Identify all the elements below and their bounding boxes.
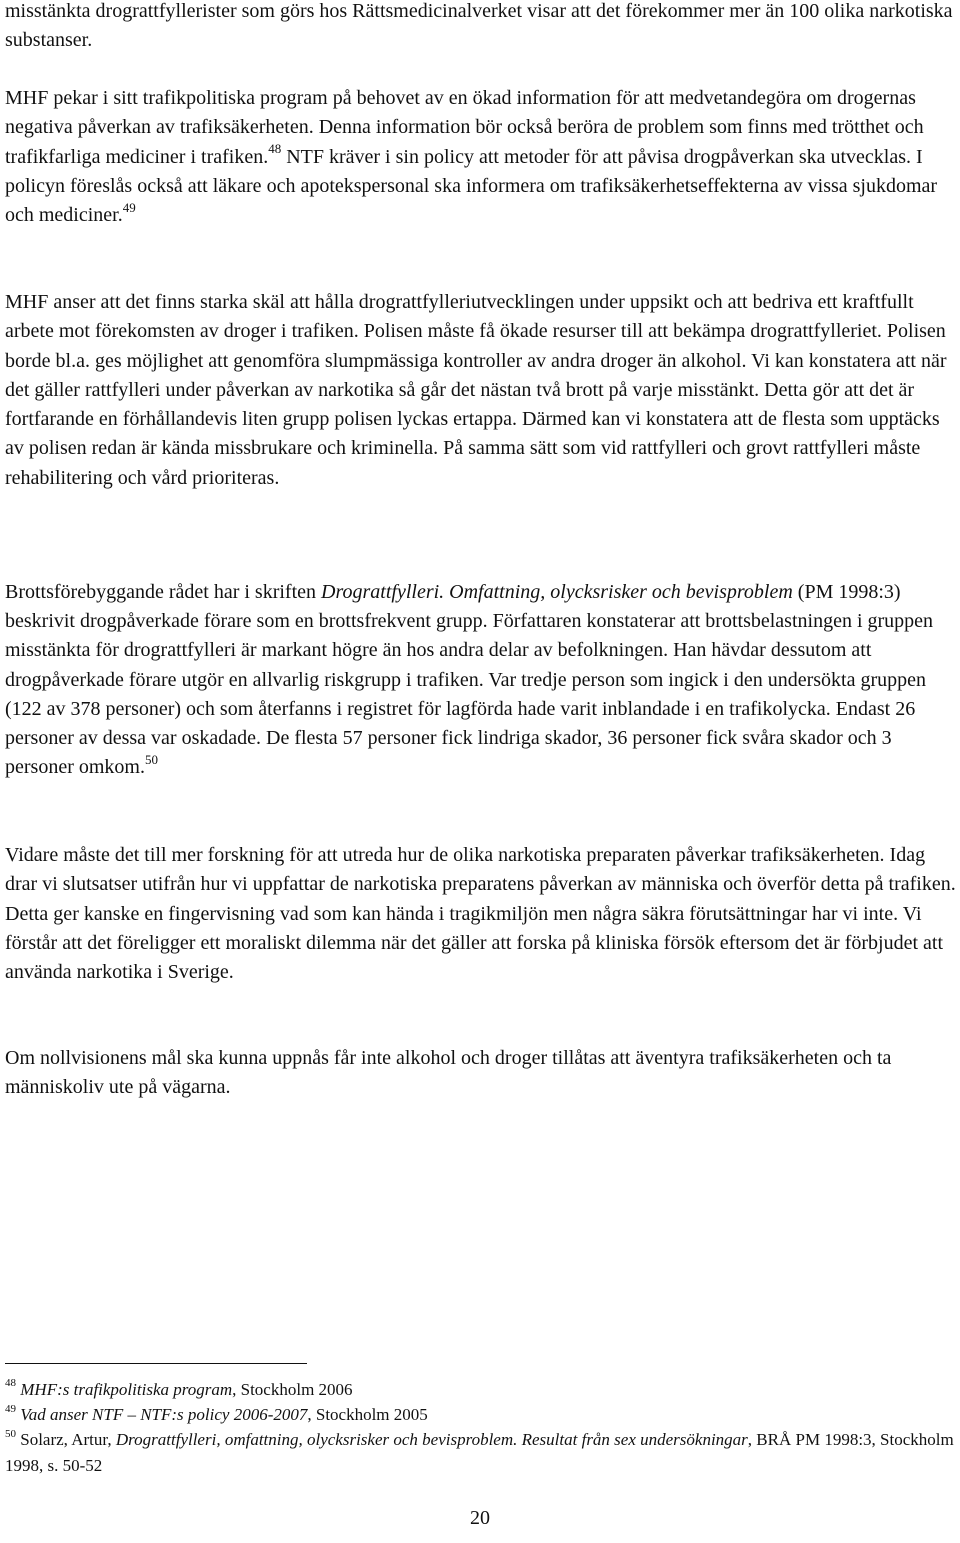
footnote-50 [5,1427,960,1477]
footnote-number: 49 [5,1402,16,1415]
footnote-number: 48 [5,1377,16,1390]
report-title: Drograttfylleri. Omfattning, olycksrisker och bevisproblem [321,581,793,603]
paragraph-mhf-program [5,84,960,230]
paragraph-text: MHF anser att det finns starka skäl att hålla drograttfylleriutvecklingen under uppsikt och att bedriva ett kraftfullt arbete mot förekomsten av droger i trafiken. Polisen måste få ökade resurser till att bekämpa drograttfylleriet. Polisen borde bl.a. ges möjlighet att genomföra slumpmässiga kontroller av andra droger än alkohol. Vi kan konstatera att när det gäller rattfylleri under påverkan av narkotika så går det nästan två brott på varje misstänkt. Detta gör att det är fortfarande en förhållandevis liten grupp polisen lyckas ertappa. Därmed kan vi konstatera att de flesta som upptäcks av polisen redan är kända missbrukare och kriminella. På samma sätt som vid rattfylleri och grovt rattfylleri måste rehabilitering och vård prioriteras. [5,291,947,489]
paragraph-research [5,841,960,987]
footnote-ref-48[interactable]: 48 [268,140,282,156]
footnote-details: , BRÅ PM 1998:3, Stockholm 1998, s. 50-52 [5,1430,954,1475]
paragraph-text: (PM 1998:3) beskrivit drogpåverkade förare som en brottsfrekvent grupp. Författaren konstaterar att brottsbelastningen i gruppen misstänkta för drograttfylleri är markant högre än hos andra delar av befolkningen. Han hävdar dessutom att drogpåverkade förare utgör en allvarlig riskgrupp i trafiken. Var tredje person som ingick i den undersökta gruppen (122 av 378 personer) och som återfanns i registret för lagförda hade varit inblandade i en trafikolycka. Endast 26 personer av dessa var oskadade. De flesta 57 personer fick lindriga skador, 36 personer fick svåra skador och 3 personer omkom. [5,581,934,779]
footnote-details: , Stockholm 2006 [232,1380,353,1399]
footnotes [5,1377,960,1478]
footnote-ref-50[interactable]: 50 [144,751,158,767]
footnote-details: , Stockholm 2005 [307,1405,428,1425]
page-number: 20 [470,1507,490,1529]
paragraph-text: MHF pekar i sitt trafikpolitiska program på behovet av en ökad information för att medvetandegöra om drogernas negativa påverkan av trafiksäkerheten. Denna information bör också beröra de problem som finns med trötthet och trafikfarliga mediciner i trafiken. [5,87,924,168]
paragraph-text: Brottsförebyggande rådet har i skriften [5,581,322,603]
footnote-source-title: MHF:s trafikpolitiska program [20,1380,233,1399]
footnote-ref-49[interactable]: 49 [122,199,136,215]
paragraph-bra-report [5,578,960,782]
footnote-author: Solarz, Artur, [20,1430,116,1450]
footnote-number: 50 [5,1427,16,1440]
paragraph-text: misstänkta drograttfyllerister som görs hos Rättsmedicinalverket visar att det förekommer mer än 100 olika narkotiska substanser. [5,0,953,52]
footnote-49 [5,1402,960,1427]
footnote-separator [5,1363,307,1364]
paragraph-text: NTF kräver i sin policy att metoder för att påvisa drogpåverkan ska utvecklas. I policyn föreslås också att läkare och apotekspersonal ska informera om trafiksäkerhetseffekterna av vissa sjukdomar och mediciner. [5,145,938,227]
footnote-source-title: Drograttfylleri, omfattning, olycksrisker och bevisproblem. Resultat från sex undersökningar [115,1430,748,1450]
footnote-source-title: Vad anser NTF – NTF:s policy 2006-2007 [20,1405,308,1425]
paragraph-mhf-opinion [5,288,960,493]
footnote-48 [5,1377,960,1402]
paragraph-zero-vision [5,1044,960,1103]
paragraph-substances [5,0,960,56]
paragraph-text: Vidare måste det till mer forskning för att utreda hur de olika narkotiska preparaten påverkar trafiksäkerheten. Idag drar vi slutsatser utifrån hur vi uppfattar de narkotiska preparatens påverkan av människa och överför detta på trafiken. Detta ger kanske en fingervisning vad som kan hända i tragikmiljön men några säkra förutsättningar har vi inte. Vi förstår att det föreligger ett moraliskt dilemma när det gäller att forska på kliniska försök eftersom det är förbjudet att använda narkotika i Sverige. [5,844,956,984]
paragraph-text: Om nollvisionens mål ska kunna uppnås får inte alkohol och droger tillåtas att äventyra trafiksäkerheten och ta människoliv ute på vägarna. [5,1047,892,1099]
